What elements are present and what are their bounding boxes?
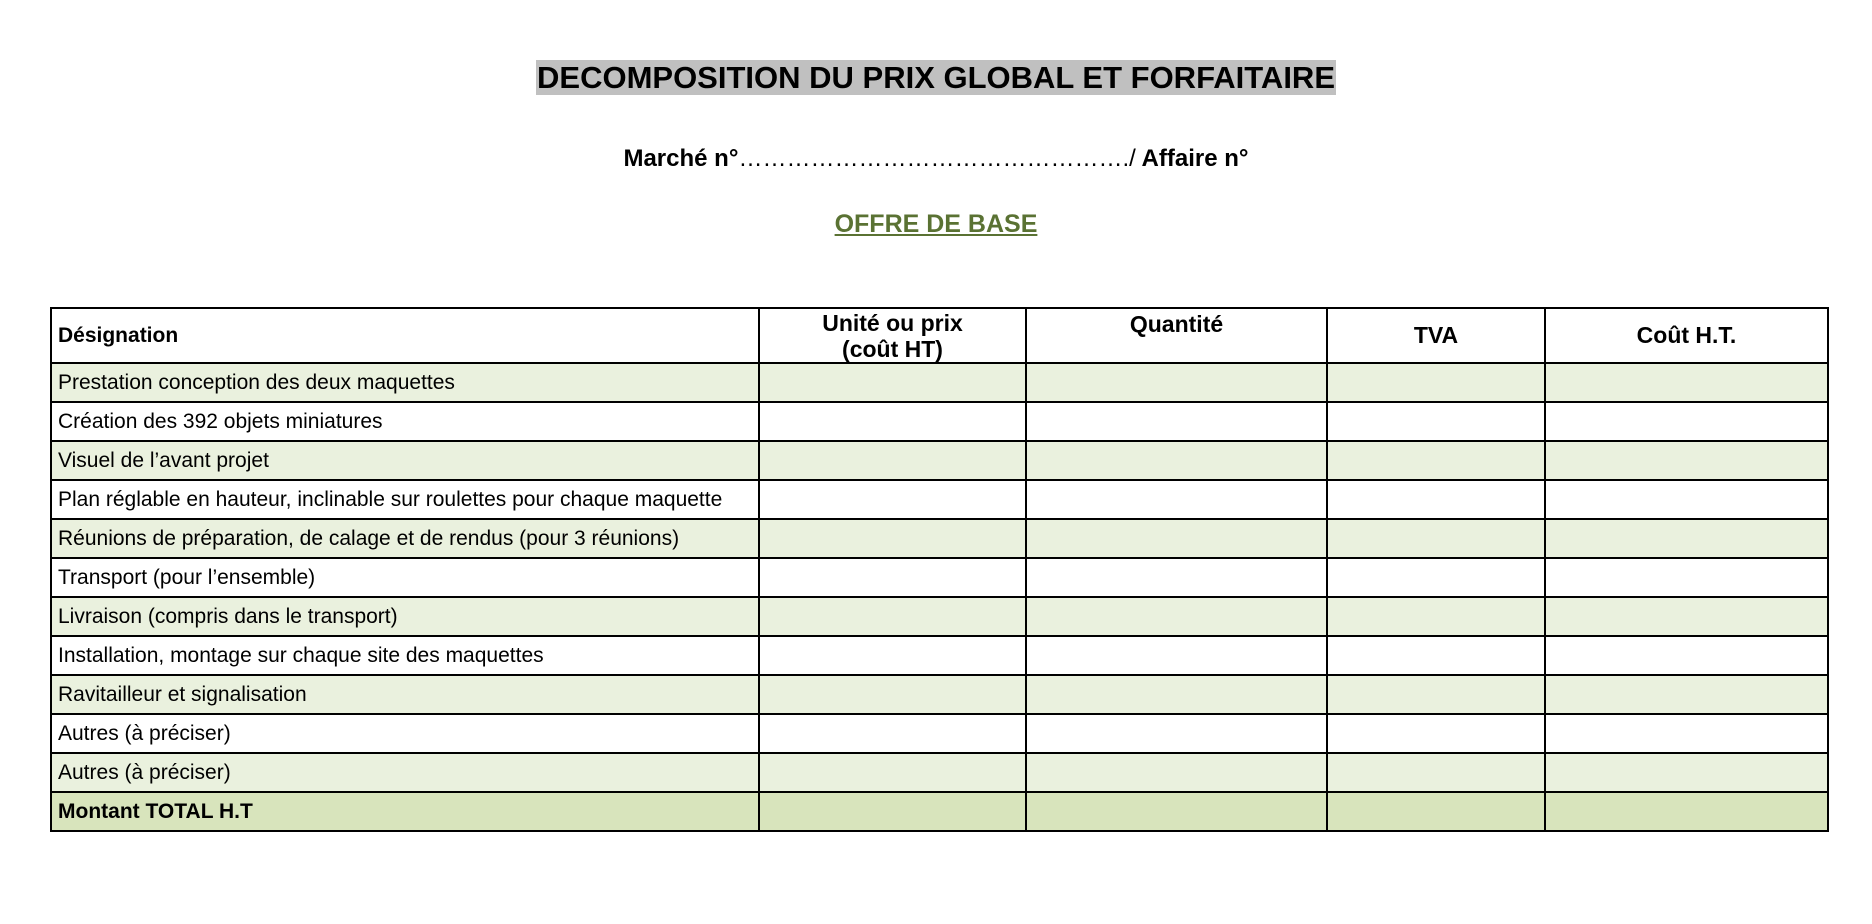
total-label: Montant TOTAL H.T: [51, 792, 759, 831]
table-row: [51, 597, 1828, 636]
tva-cell[interactable]: [1327, 558, 1545, 597]
tva-cell[interactable]: [1327, 402, 1545, 441]
row-designation: Transport (pour l’ensemble): [51, 558, 759, 597]
unite-cell[interactable]: [759, 675, 1026, 714]
cout-cell[interactable]: [1545, 402, 1828, 441]
cout-cell[interactable]: [1545, 558, 1828, 597]
tva-cell[interactable]: [1327, 636, 1545, 675]
quantite-cell[interactable]: [1026, 558, 1327, 597]
unite-cell[interactable]: [759, 441, 1026, 480]
marche-line: [0, 144, 1872, 174]
unite-cell[interactable]: [759, 753, 1026, 792]
tva-cell[interactable]: [1327, 441, 1545, 480]
quantite-cell[interactable]: [1026, 753, 1327, 792]
unite-cell[interactable]: [759, 480, 1026, 519]
cout-cell[interactable]: [1545, 675, 1828, 714]
row-designation: Plan réglable en hauteur, inclinable sur roulettes pour chaque maquette: [51, 480, 759, 519]
quantite-cell[interactable]: [1026, 519, 1327, 558]
quantite-cell[interactable]: [1026, 675, 1327, 714]
tva-cell[interactable]: [1327, 753, 1545, 792]
table-row: [51, 714, 1828, 753]
quantite-cell[interactable]: [1026, 441, 1327, 480]
unite-cell[interactable]: [759, 402, 1026, 441]
row-designation: Prestation conception des deux maquettes: [51, 363, 759, 402]
header-tva: TVA: [1327, 308, 1545, 363]
cout-cell[interactable]: [1545, 363, 1828, 402]
row-designation: Réunions de préparation, de calage et de rendus (pour 3 réunions): [51, 519, 759, 558]
price-table: [50, 307, 1829, 832]
table-row: [51, 402, 1828, 441]
unite-cell[interactable]: [759, 597, 1026, 636]
header-designation: Désignation: [51, 308, 759, 363]
cout-cell[interactable]: [1545, 519, 1828, 558]
cout-cell[interactable]: [1545, 597, 1828, 636]
table-body: [51, 363, 1828, 831]
total-unite-cell[interactable]: [759, 792, 1026, 831]
table-row: [51, 675, 1828, 714]
row-designation: Visuel de l’avant projet: [51, 441, 759, 480]
marche-number-field[interactable]: …………………………………………./: [738, 145, 1136, 172]
document-title-text: DECOMPOSITION DU PRIX GLOBAL ET FORFAITAIRE: [537, 60, 1335, 95]
table-row: [51, 441, 1828, 480]
table-row: [51, 558, 1828, 597]
total-row: [51, 792, 1828, 831]
cout-cell[interactable]: [1545, 714, 1828, 753]
unite-cell[interactable]: [759, 519, 1026, 558]
unite-cell[interactable]: [759, 363, 1026, 402]
total-quantite-cell[interactable]: [1026, 792, 1327, 831]
table-row: [51, 753, 1828, 792]
row-designation: Installation, montage sur chaque site des maquettes: [51, 636, 759, 675]
quantite-cell[interactable]: [1026, 363, 1327, 402]
tva-cell[interactable]: [1327, 714, 1545, 753]
table-row: [51, 636, 1828, 675]
unite-cell[interactable]: [759, 636, 1026, 675]
total-tva-cell[interactable]: [1327, 792, 1545, 831]
header-cout: Coût H.T.: [1545, 308, 1828, 363]
document-title: [0, 58, 1872, 98]
header-unite-line1: Unité ou prix: [822, 309, 963, 336]
table-row: [51, 519, 1828, 558]
header-quantite: Quantité: [1026, 308, 1327, 363]
affaire-label: Affaire n°: [1135, 145, 1249, 172]
tva-cell[interactable]: [1327, 363, 1545, 402]
tva-cell[interactable]: [1327, 597, 1545, 636]
header-unite-line2: (coût HT): [842, 335, 943, 362]
marche-label: Marché n°: [623, 145, 739, 172]
cout-cell[interactable]: [1545, 753, 1828, 792]
row-designation: Autres (à préciser): [51, 753, 759, 792]
table-header-row: [51, 308, 1828, 363]
tva-cell[interactable]: [1327, 675, 1545, 714]
row-designation: Ravitailleur et signalisation: [51, 675, 759, 714]
cout-cell[interactable]: [1545, 480, 1828, 519]
cout-cell[interactable]: [1545, 636, 1828, 675]
unite-cell[interactable]: [759, 714, 1026, 753]
cout-cell[interactable]: [1545, 441, 1828, 480]
table-row: [51, 480, 1828, 519]
row-designation: Création des 392 objets miniatures: [51, 402, 759, 441]
row-designation: Livraison (compris dans le transport): [51, 597, 759, 636]
quantite-cell[interactable]: [1026, 714, 1327, 753]
row-designation: Autres (à préciser): [51, 714, 759, 753]
total-cout-cell[interactable]: [1545, 792, 1828, 831]
header-unite: [759, 308, 1026, 363]
tva-cell[interactable]: [1327, 480, 1545, 519]
tva-cell[interactable]: [1327, 519, 1545, 558]
quantite-cell[interactable]: [1026, 636, 1327, 675]
table-row: [51, 363, 1828, 402]
unite-cell[interactable]: [759, 558, 1026, 597]
quantite-cell[interactable]: [1026, 480, 1327, 519]
quantite-cell[interactable]: [1026, 597, 1327, 636]
quantite-cell[interactable]: [1026, 402, 1327, 441]
offre-subtitle: OFFRE DE BASE: [834, 210, 1038, 238]
